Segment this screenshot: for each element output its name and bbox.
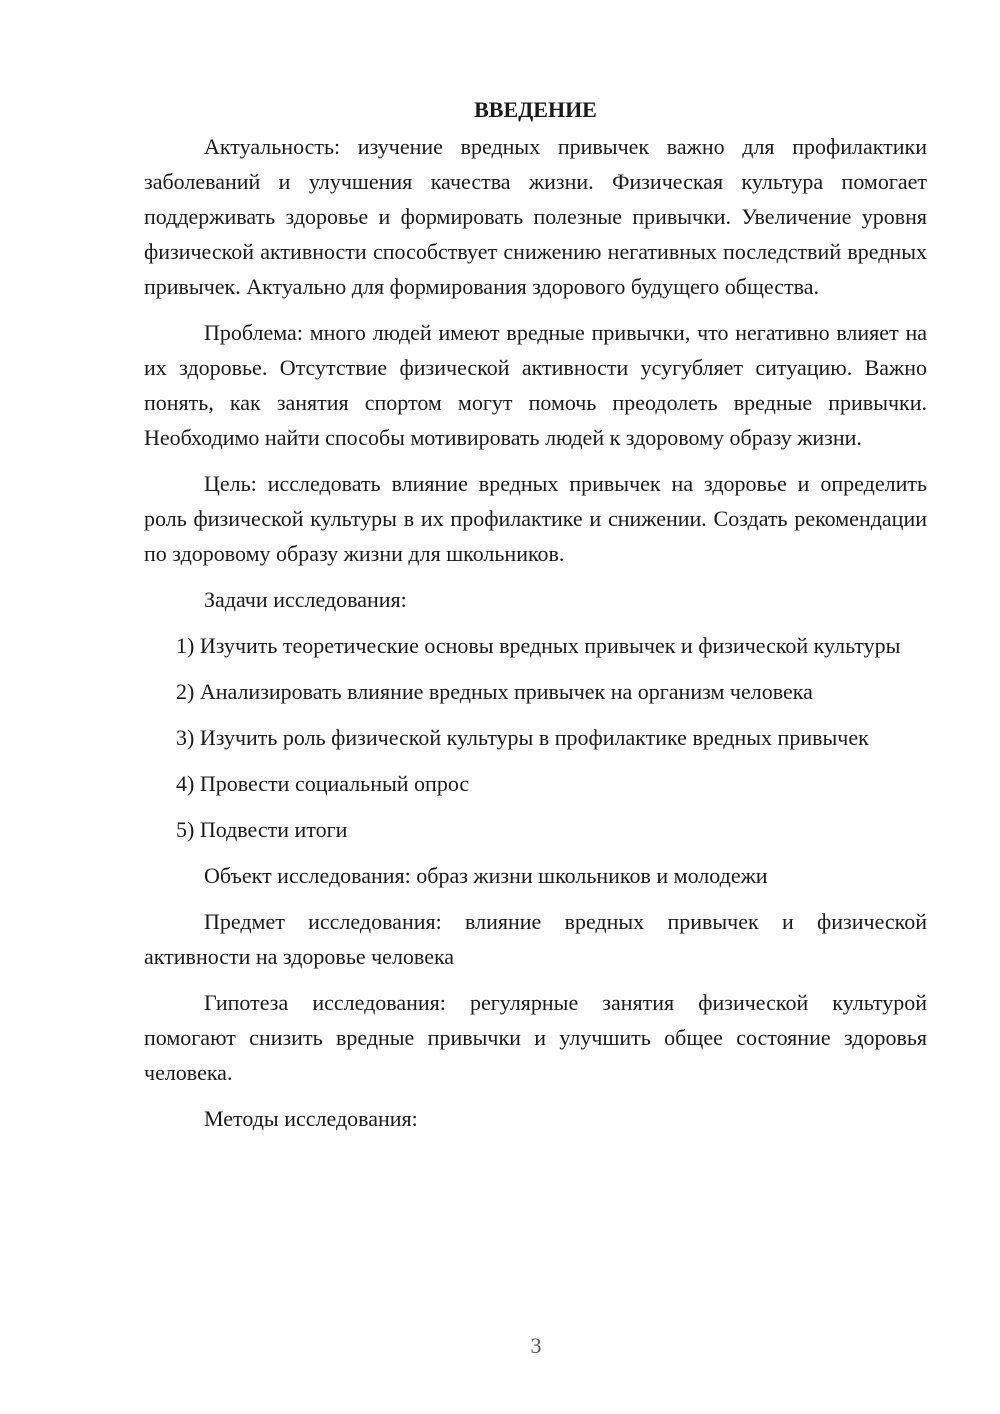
document-page <box>144 92 927 1147</box>
research-hypothesis: Гипотеза исследования: регулярные занятия физической культурой помогают снизить вредные привычки и улучшить общее состояние здоровья человека. <box>144 990 927 1085</box>
tasks-heading: Задачи исследования: <box>204 587 407 612</box>
research-object: Объект исследования: образ жизни школьников и молодежи <box>204 863 768 888</box>
relevance-paragraph: Актуальность: изучение вредных привычек важно для профилактики заболеваний и улучшения качества жизни. Физическая культура помогает поддерживать здоровье и формировать полезные привычки. Увеличение уровня физической активности способствует снижению негативных последствий вредных привычек. Актуально для формирования здорового будущего общества. <box>144 134 927 299</box>
task-item: 2) Анализировать влияние вредных привычек на организм человека <box>176 679 813 704</box>
page-title: ВВЕДЕНИЕ <box>474 97 597 122</box>
task-item: 5) Подвести итоги <box>176 817 348 842</box>
goal-paragraph: Цель: исследовать влияние вредных привычек на здоровье и определить роль физической культуры в их профилактике и снижении. Создать рекомендации по здоровому образу жизни для школьников. <box>144 471 927 566</box>
task-item: 1) Изучить теоретические основы вредных привычек и физической культуры <box>176 633 901 658</box>
problem-paragraph: Проблема: много людей имеют вредные привычки, что негативно влияет на их здоровье. Отсутствие физической активности усугубляет ситуацию. Важно понять, как занятия спортом могут помочь преодолеть вредные привычки. Необходимо найти способы мотивировать людей к здоровому образу жизни. <box>144 320 927 450</box>
research-subject: Предмет исследования: влияние вредных привычек и физической активности на здоровье человека <box>144 909 927 969</box>
research-methods: Методы исследования: <box>204 1106 418 1131</box>
task-item: 4) Провести социальный опрос <box>176 771 470 796</box>
page-number: 3 <box>530 1333 542 1358</box>
task-item: 3) Изучить роль физической культуры в профилактике вредных привычек <box>176 725 869 750</box>
